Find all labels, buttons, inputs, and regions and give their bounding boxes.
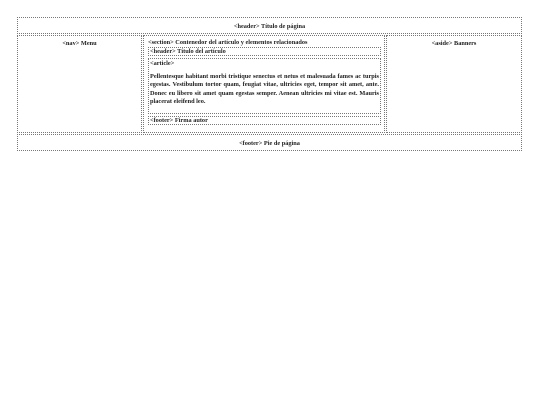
aside-label: <aside> Banners [431, 40, 477, 47]
article-label: <article> [150, 60, 175, 67]
article-header-label: <header> Título del artículo [150, 48, 226, 55]
section-container [143, 35, 385, 133]
page-header [17, 17, 522, 34]
article-footer [148, 116, 381, 125]
page-footer [17, 134, 522, 151]
nav-menu [17, 35, 142, 133]
article-block [148, 58, 381, 114]
article-footer-label: <footer> Firma autor [150, 117, 208, 124]
article-header [148, 47, 381, 56]
aside-banners [386, 35, 522, 133]
main-row [17, 35, 522, 133]
nav-label: <nav> Menu [62, 40, 97, 47]
article-body: Pellentesque habitant morbi tristique senectus et netus et malesuada fames ac turpis egestas. Vestibulum tortor quam, feugiat vitae, ultricies eget, tempor sit amet, ante. Donec eu libero sit amet quam egestas semper. Aenean ultricies mi vitae est. Mauris placerat eleifend leo. [150, 73, 379, 106]
section-label: <section> Contenedor del artículo y elementos relacionados [148, 39, 308, 46]
page-footer-label: <footer> Pie de página [239, 140, 300, 147]
page-layout [17, 17, 522, 151]
page-header-label: <header> Título de página [233, 23, 306, 30]
